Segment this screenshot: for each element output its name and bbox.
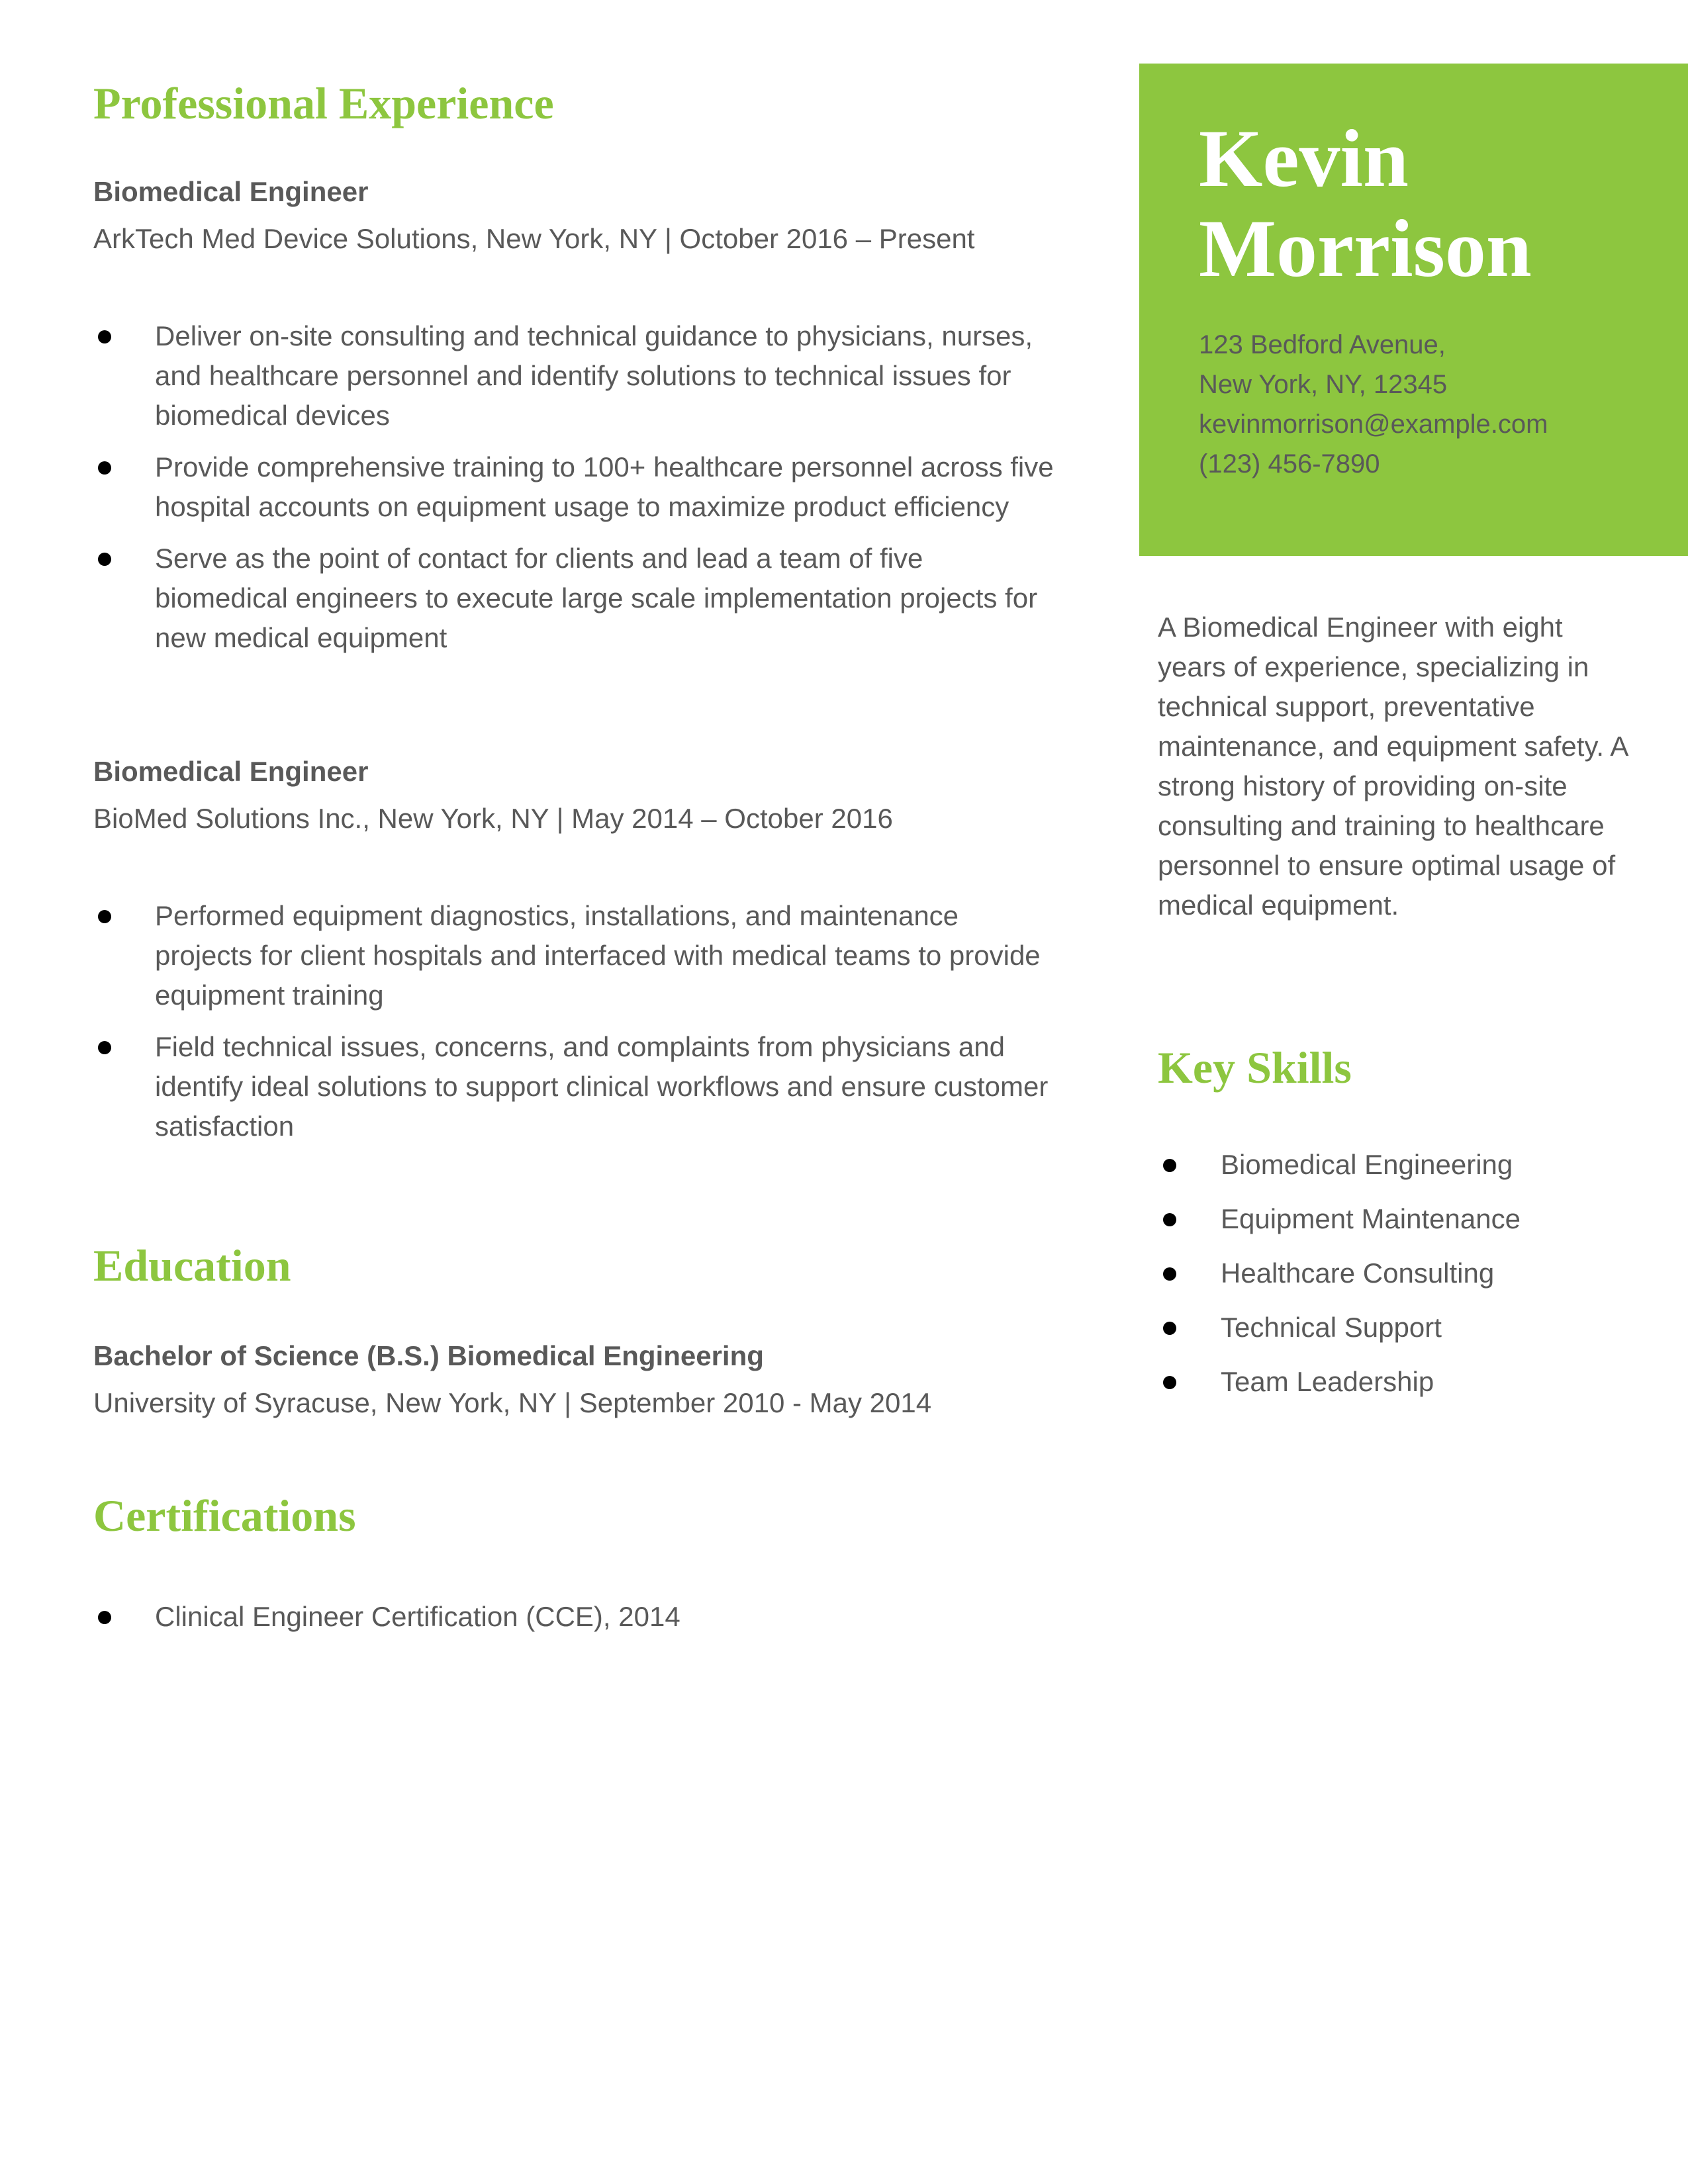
job-title: Biomedical Engineer bbox=[93, 756, 369, 787]
email-address: kevinmorrison@example.com bbox=[1199, 410, 1548, 439]
skills-list bbox=[1158, 1145, 1521, 1416]
job-bullet-list bbox=[93, 316, 1060, 670]
skill-item: Team Leadership bbox=[1158, 1362, 1521, 1402]
job-bullet: Serve as the point of contact for clients and lead a team of five biomedical engineers to execute large scale implementation projects for new medical equipment bbox=[93, 539, 1060, 658]
professional-summary: A Biomedical Engineer with eight years of experience, specializing in technical support, preventative maintenance, and equipment safety. A strong history of providing on-site consulting and training to healthcare personnel to ensure optimal usage of medical equipment. bbox=[1158, 612, 1628, 921]
skill-item: Biomedical Engineering bbox=[1158, 1145, 1521, 1185]
address-line-2: New York, NY, 12345 bbox=[1199, 370, 1448, 399]
certification-list bbox=[93, 1597, 1060, 1649]
job-title: Biomedical Engineer bbox=[93, 176, 369, 207]
first-name: Kevin bbox=[1199, 113, 1409, 204]
skill-item: Healthcare Consulting bbox=[1158, 1253, 1521, 1293]
skill-item: Technical Support bbox=[1158, 1308, 1521, 1347]
skill-item: Equipment Maintenance bbox=[1158, 1199, 1521, 1239]
address-line-1: 123 Bedford Avenue, bbox=[1199, 330, 1446, 359]
certification-item: Clinical Engineer Certification (CCE), 2014 bbox=[93, 1597, 1060, 1637]
education-degree: Bachelor of Science (B.S.) Biomedical Engineering bbox=[93, 1340, 764, 1371]
job-meta: ArkTech Med Device Solutions, New York, NY | October 2016 – Present bbox=[93, 223, 975, 254]
phone-number: (123) 456-7890 bbox=[1199, 449, 1380, 478]
education-meta: University of Syracuse, New York, NY | September 2010 - May 2014 bbox=[93, 1387, 932, 1418]
job-bullet-list bbox=[93, 896, 1060, 1158]
contact-info bbox=[1199, 325, 1548, 484]
job-bullet: Provide comprehensive training to 100+ healthcare personnel across five hospital accounts on equipment usage to maximize product efficiency bbox=[93, 447, 1060, 527]
job-bullet: Performed equipment diagnostics, installations, and maintenance projects for client hospitals and interfaced with medical teams to provide equipment training bbox=[93, 896, 1060, 1015]
last-name: Morrison bbox=[1199, 203, 1532, 294]
job-meta: BioMed Solutions Inc., New York, NY | May 2014 – October 2016 bbox=[93, 803, 893, 834]
candidate-name bbox=[1199, 114, 1532, 294]
job-bullet: Deliver on-site consulting and technical guidance to physicians, nurses, and healthcare personnel and identify solutions to technical issues for biomedical devices bbox=[93, 316, 1060, 435]
name-header-box bbox=[1139, 64, 1688, 556]
experience-heading: Professional Experience bbox=[93, 78, 554, 128]
skills-heading: Key Skills bbox=[1158, 1042, 1352, 1093]
certifications-heading: Certifications bbox=[93, 1490, 356, 1541]
education-heading: Education bbox=[93, 1240, 291, 1291]
job-bullet: Field technical issues, concerns, and complaints from physicians and identify ideal solutions to support clinical workflows and ensure customer satisfaction bbox=[93, 1027, 1060, 1146]
